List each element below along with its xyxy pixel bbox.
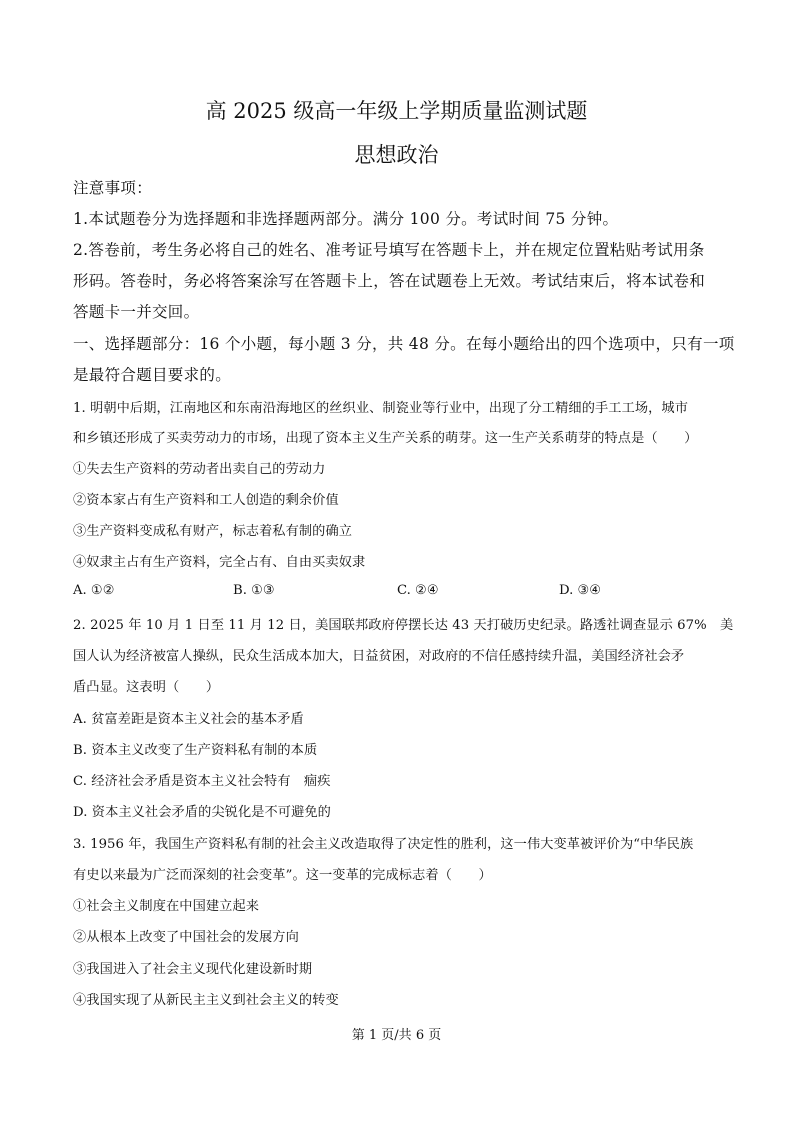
q1-item: ①失去生产资料的劳动者出卖自己的劳动力	[73, 462, 326, 477]
q1-option-d: D. ③④	[559, 583, 602, 598]
q3-item: ③我国进入了社会主义现代化建设新时期	[73, 962, 313, 977]
q1-stem: 和乡镇还形成了买卖劳动力的市场，出现了资本主义生产关系的萌芽。这一生产关系萌芽的特点是（ ）	[73, 431, 698, 446]
page-number: 第 1 页/共 6 页	[351, 1028, 442, 1043]
section-instruction: 是最符合题目要求的。	[73, 366, 232, 384]
section-instruction: 一、选择题部分：16 个小题，每小题 3 分，共 48 分。在每小题给出的四个选项中，只有一项	[73, 335, 735, 353]
q3-stem: 有史以来最为广泛而深刻的社会变革”。这一变革的完成标志着（ ）	[73, 868, 492, 883]
q1-option-b: B. ①③	[233, 583, 275, 598]
q1-option-a: A. ①②	[73, 583, 115, 598]
subject-title: 思想政治	[354, 143, 439, 167]
q1-options	[73, 583, 733, 601]
q3-item: ②从根本上改变了中国社会的发展方向	[73, 930, 299, 945]
q2-option-b: B. 资本主义改变了生产资料私有制的本质	[73, 743, 318, 758]
q2-stem: 2. 2025 年 10 月 1 日至 11 月 12 日，美国联邦政府停摆长达 43 天打破历史纪录。路透社调查显示 67% 美	[73, 618, 734, 633]
notice-line: 答题卡一并交回。	[73, 303, 200, 321]
q2-option-d: D. 资本主义社会矛盾的尖锐化是不可避免的	[73, 805, 331, 820]
q2-option-a: A. 贫富差距是资本主义社会的基本矛盾	[73, 712, 304, 727]
q2-stem: 盾凸显。这表明（ ）	[73, 680, 220, 695]
q1-item: ④奴隶主占有生产资料，完全占有、自由买卖奴隶	[73, 555, 366, 570]
exam-title: 高 2025 级高一年级上学期质量监测试题	[205, 99, 588, 123]
q1-item: ③生产资料变成私有财产，标志着私有制的确立	[73, 524, 353, 539]
q3-item: ④我国实现了从新民主主义到社会主义的转变	[73, 993, 339, 1008]
notice-line: 1.本试题卷分为选择题和非选择题两部分。满分 100 分。考试时间 75 分钟。	[73, 210, 619, 228]
q1-item: ②资本家占有生产资料和工人创造的剩余价值	[73, 493, 339, 508]
q1-stem: 1. 明朝中后期，江南地区和东南沿海地区的丝织业、制瓷业等行业中，出现了分工精细的手工工场，城市	[73, 401, 689, 416]
notice-heading: 注意事项：	[73, 179, 153, 197]
notice-line: 2.答卷前，考生务必将自己的姓名、准考证号填写在答题卡上，并在规定位置粘贴考试用条	[73, 241, 705, 259]
notice-line: 形码。答卷时，务必将答案涂写在答题卡上，答在试题卷上无效。考试结束后，将本试卷和	[73, 272, 706, 290]
q2-stem: 国人认为经济被富人操纵，民众生活成本加大，日益贫困，对政府的不信任感持续升温，美国经济社会矛	[73, 649, 685, 664]
q2-option-c: C. 经济社会矛盾是资本主义社会特有 痼疾	[73, 774, 331, 789]
q3-item: ①社会主义制度在中国建立起来	[73, 899, 260, 914]
q1-option-c: C. ②④	[397, 583, 439, 598]
q3-stem: 3. 1956 年，我国生产资料私有制的社会主义改造取得了决定性的胜利，这一伟大变革被评价为“中华民族	[73, 837, 694, 852]
